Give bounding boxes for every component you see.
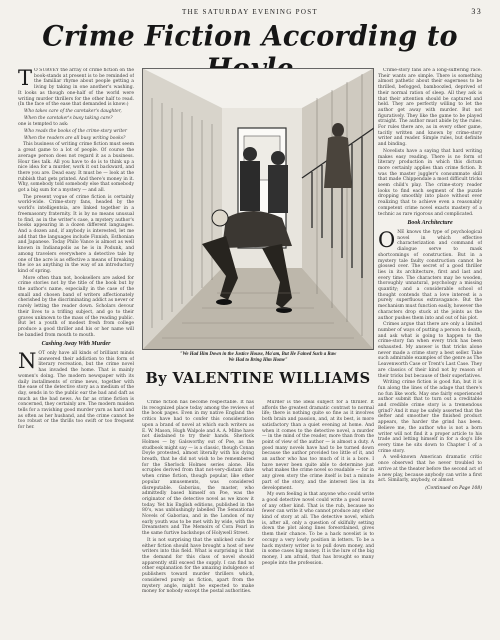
article-headline: Crime Fiction According to [42, 20, 458, 53]
verse-line: Who takes care of the caretaker's daughter, [24, 108, 122, 114]
right-column [378, 68, 482, 636]
magazine-title: THE SATURDAY EVENING POST [181, 8, 318, 16]
article-illustration [142, 68, 374, 350]
body-paragraph: NOT only have all kinds of brilliant minds answered their addiction to this form of literary recreation, but the crime novel has invaded the home. That is mainly women's doing. The modern newspaper with its daily installments of crime news, together with the ease of the detective story as a medium of the day, sends in to the public ear the bad and daft as much as the bad news. As far as crime fiction is concerned, they certainly are. The modern maiden tells for a ravishing good murder yarn as hard and as often as her husband, and the crime cannot be too robust or the thrills too swift or too frequent for her. [18, 349, 134, 431]
body-paragraph: ONE knows the type of psychological novel in which effective characterization and command of dialogue serve to mask shortcomings of construction. But in a mystery tale faulty construction cannot be glossed over. The secret of a good thriller lies in its architecture, first and last and every time. The characters may be wooden, thoroughly unnatural, psychology a missing quantity; and a considerable school of thought contends that a love interest is a purely superfluous extravagance. But the mechanism must function easily, however the characters drop stuck at the joints as the author pushes them into and out of his plot. [378, 227, 482, 321]
verse-line: When the readers are all busy writing books? [24, 135, 126, 141]
section-subhead: Book Architecture [407, 220, 453, 227]
body-paragraph: Murder is the ideal subject for a thriller. It affords the greatest dramatic contrast to normal life; there is nothing quite so fine as it involves both brain and passion, and, at its best, is more satisfactory than a quiet evening at home. And when it comes to the detective novel, a murder — in the mind of the reader, more than from the point of view of the author — is almost a duty. A good many novels have had to be turned down because the author provided too little of it, and an author who has too much of it is a bore. I have never been quite able to determine just what makes the crime novel so readable — for in any given story the crime itself is but a minute part of the story, and the interest lies in its development. [262, 400, 374, 491]
body-paragraph: Crime fiction has become respectable. It has its recognized place today among the reviews of the book pages. Even in my native England the critics have had to confer this consideration upon a brand of novel at which such writers as E. W. Mason, Hugh Walpole and A. A. Milne have not disdained to try their hands. Sherlock Holmes — by Galsworthy out of Poe, as the studbook might say — is a classic, though Conan Doyle protested, almost literally with his dying breath, that he did not wish to be remembered for the Sherlock Holmes series alone. His scruples derived from that not-very-distant date when crime fiction, though popular, like other popular amusements, was considered disreputable. Gaboriau, the master, who admittedly based himself on Poe, was the originator of the detective novel as we know it today. Yet his English editions, published in the 80's, was unblushingly labelled The Sensational Novels of Gaboriau, and in the London of my early youth was to be met with by wide, with the Dreamsters and The Memoirs of Cora Pearl in the same furtive backshops of Holywell Street. [142, 400, 254, 537]
illustration-drawing [142, 68, 374, 350]
middle-column-2 [262, 400, 374, 636]
body-paragraph: Crimes argue that there are only a limited number of ways of putting a person to death, and ask what is going to happen to the crime-story fan when every trick has been exhausted. My answer is that tricks alone never made a crime story a best seller. Take such admirable examples of the genre as The Leavenworth Case or Trent's Last Case. They are classics of their kind not by reason of their tricks but because of their superlatives. [378, 322, 482, 379]
body-paragraph: It is not surprising that the unlicked cubs for either fiction should have brought a host of new writers into this field. What is surprising is that the demand for this class of novel should apparently still exceed the supply. I can find no other explanation for the amazing indulgence of publishers toward murder thrillers which, considered purely as fiction, apart from the mystery angle, might be expected to make money for nobody except the postal authorities. [142, 537, 254, 595]
body-paragraph: My own feeling is that anyone who could write a good detective novel could write a good novel of any other kind. That is the rub, because no fewer can write it who cannot produce any other kind of story at all. The detective novel, which is, after all, only a question of skilfully setting down the plot along lines foreordained, gives them their chance. To be a hack novelist is to occupy a very lowly position in letters. To be a hack mystery writer is to pull down money, and in some cases big money. It is the lure of the big money, I am afraid, that has brought so many people into the profession. [262, 492, 374, 566]
illustration-caption [142, 352, 374, 364]
caption-line: We Had to Bring Him Home" [228, 358, 288, 363]
verse-aside: one is tempted to ask: [18, 122, 69, 128]
intro-paragraph: T O SURVEY the array of crime fiction on the book-stands at present is to be reminded of the familiar rhyme about people getting a living by taking in one another's washing. It looks as though one-half of the world were writing murder thrillers for the other half to read. (In the face of the ease that demanded is know:) [18, 68, 134, 108]
middle-column-1 [142, 400, 254, 636]
left-column [18, 68, 134, 636]
body-paragraph: Writing crime fiction is good fun, but it is fun along the lines of the adage that there's no fun like work. May one fairly experienced author submit that to turn out a creditable and credible crime story is a tremendous grind? And it may be safely asserted that the defter and smoother the finished product appears, the harder the grind has been. Believe me, the author who is not a born writer will not find it a proper article to his trade and letting himself in for a dog's life every time he sits down to Chapter I of a crime story. [378, 380, 482, 454]
caption-line: "We Had Him Down in the Justice House, Ma'am, But He Fained Such a Raw [179, 352, 337, 357]
section-subhead: Cashing Away With Murder [41, 341, 111, 348]
body-paragraph: The present vogue of crime fiction is certainly world-wide. Crime-story fans, headed by the world's intelligentsia, are linked together in a freemasonry fraternity. It is by no means unusual to find, as in the writer's case, a mystery author's books appearing in a dozen different languages. And a dozen and, if anybody is interested, let me add that the languages include Finnish, Esthonian and Japanese. Today Philo Vance is almost as well known in Indianapolis as he is in Podunk, and among travelers everywhere a detective tale by one of the acre is as effective a means of breaking the ice as anything in the way of an introductory kind of spring. [18, 194, 134, 274]
author-byline: By VALENTINE WILLIAMS [145, 370, 371, 387]
running-header [18, 6, 482, 20]
page-number: 33 [471, 7, 482, 16]
body-paragraph: More often than not, booksellers are asked for crime stories not by the title of the book but by the author's name, especially in the case of the small and chosen band of writers affectionately cherished by the discriminating addict as never or rarely letting the reader down. Scholars devour their lives to a trifling subject, and go to their graves unknown to the mass of the reading public. But let a youth of modest fresh from college produce a good thriller and his or her name will be bandied from mouth to mouth. [18, 275, 134, 338]
drop-cap: O [378, 227, 396, 252]
verse-line: When the caretaker's busy taking care? [24, 115, 113, 121]
continued-note: (Continued on Page 108) [425, 485, 482, 491]
body-paragraph: Crime-story fans are a long-suffering race. Their wants are simple. There is something almost pathetic about their eagerness to be thrilled, befogged, bamboozled, deprived of their normal ration of sleep. All they ask is that their attention should be captured and held. They are perfectly willing to let the author get away with murder. But not figuratively. They like the game to be played straight. The author must abide by the rules. For rules there are, as in every other game, tacitly written and known by crime-story writer and reader. Simple rules, but definite and binding. [378, 68, 482, 148]
drop-cap: N [18, 349, 37, 374]
body-paragraph: A well-known American dramatic critic once observed that he never troubled to arrive at the theater before the second act of a new play, because anybody can write a first act. Similarly, anybody, or almost [378, 455, 482, 484]
verse-line: Who reads the books of the crime-story writer [24, 129, 127, 135]
body-paragraph: This business of writing crime fiction must seem a great game to a lot of people. Of course the average person does not regard it as a business. Hour ties talk. All you have to do is to think up a nice idea for a murder, work it out backward, and there you are. Dead easy. It must be — look at the rubbish that gets printed. And there's money in it. Why, somebody told somebody else that somebody got a big sum for a mystery — and all. [18, 142, 134, 194]
body-paragraph: Novelists have a saying that hard writing makes easy reading. There is no form of literary production in which this dictum more certainly applies than crime fiction. It was the master juggler's consummate skill that made Chippendale a most difficult tricks seem child's play. The crime-story reader looks to find each segment of the puzzle dropping smoothly into place without ever realizing that to achieve even a reasonably competent crime novel exacts mastery of a technic as rare rigorous and complicated. [378, 148, 482, 217]
drop-cap: T [18, 68, 33, 90]
